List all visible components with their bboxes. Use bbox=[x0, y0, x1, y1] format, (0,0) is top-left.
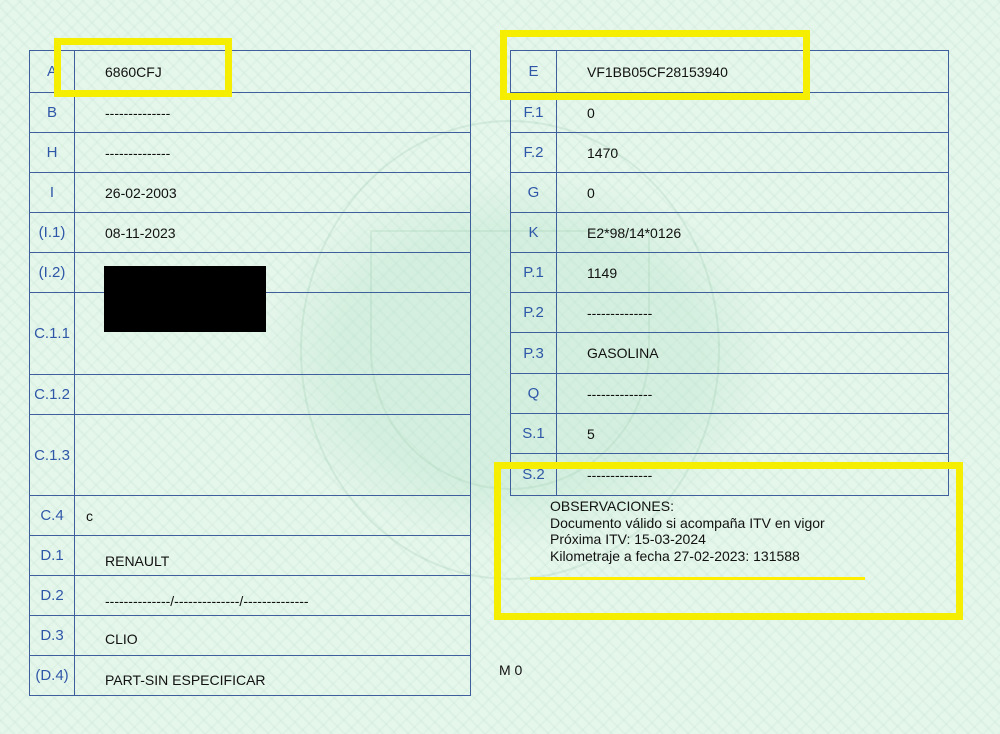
field-code: I bbox=[30, 173, 75, 212]
field-code: B bbox=[30, 93, 75, 132]
field-value: CLIO bbox=[105, 630, 138, 647]
field-code: P.1 bbox=[511, 253, 557, 292]
field-code: D.1 bbox=[30, 536, 75, 575]
table-row bbox=[30, 575, 470, 615]
field-code: A bbox=[30, 51, 75, 92]
table-row bbox=[511, 172, 948, 212]
field-value: VF1BB05CF28153940 bbox=[587, 63, 728, 80]
table-row bbox=[30, 414, 470, 495]
field-value: 26-02-2003 bbox=[105, 184, 177, 201]
field-code: (I.1) bbox=[30, 213, 75, 252]
field-value: c bbox=[86, 507, 93, 524]
field-value: -------------- bbox=[587, 304, 653, 321]
highlight-box-plate bbox=[54, 38, 232, 97]
table-row bbox=[30, 535, 470, 575]
table-row bbox=[30, 212, 470, 252]
observations-line: Kilometraje a fecha 27-02-2023: 131588 bbox=[550, 547, 800, 564]
redaction-box bbox=[104, 266, 266, 332]
field-code: C.1.3 bbox=[30, 415, 75, 495]
field-value: 5 bbox=[587, 425, 595, 442]
field-code: D.3 bbox=[30, 616, 75, 655]
field-value: 08-11-2023 bbox=[105, 224, 176, 241]
field-code: C.1.1 bbox=[30, 293, 75, 374]
field-value: E2*98/14*0126 bbox=[587, 224, 682, 241]
right-table bbox=[510, 50, 949, 496]
table-row bbox=[511, 132, 948, 172]
table-row bbox=[30, 172, 470, 212]
field-code: H bbox=[30, 133, 75, 172]
field-code: E bbox=[511, 51, 557, 92]
observations-line: Documento válido si acompaña ITV en vigor bbox=[550, 514, 825, 531]
table-row bbox=[30, 92, 470, 132]
field-code: S.2 bbox=[511, 454, 557, 495]
field-code: G bbox=[511, 173, 557, 212]
field-code: P.3 bbox=[511, 333, 557, 373]
table-row bbox=[511, 212, 948, 252]
table-row bbox=[30, 132, 470, 172]
field-code: D.2 bbox=[30, 576, 75, 615]
table-row bbox=[511, 413, 948, 453]
table-row bbox=[511, 332, 948, 373]
field-value: 0 bbox=[587, 104, 595, 121]
field-value: RENAULT bbox=[105, 552, 170, 569]
table-row bbox=[30, 374, 470, 414]
table-row bbox=[511, 373, 948, 413]
footer-code: M 0 bbox=[499, 662, 523, 678]
highlight-box-vin bbox=[500, 30, 810, 100]
table-row bbox=[511, 252, 948, 292]
table-row bbox=[30, 655, 470, 695]
field-value: -------------- bbox=[105, 104, 171, 121]
field-value: -------------- bbox=[105, 144, 171, 161]
field-code: F.2 bbox=[511, 133, 557, 172]
field-code: (I.2) bbox=[30, 253, 75, 292]
table-row bbox=[30, 615, 470, 655]
field-value: GASOLINA bbox=[587, 345, 659, 361]
highlight-box-observations bbox=[494, 462, 963, 620]
field-value: PART-SIN ESPECIFICAR bbox=[105, 671, 266, 688]
table-row bbox=[511, 292, 948, 332]
field-code: C.4 bbox=[30, 496, 75, 535]
observations-line: Próxima ITV: 15-03-2024 bbox=[550, 531, 706, 547]
observations-title: OBSERVACIONES: bbox=[550, 498, 674, 514]
field-code: S.1 bbox=[511, 414, 557, 453]
left-table bbox=[29, 50, 471, 696]
field-code: K bbox=[511, 213, 557, 252]
field-value: -------------- bbox=[587, 466, 653, 483]
field-value: 0 bbox=[587, 184, 595, 201]
field-code: (D.4) bbox=[30, 656, 75, 695]
field-code: P.2 bbox=[511, 293, 557, 332]
field-value: 1470 bbox=[587, 144, 619, 161]
field-value: 6860CFJ bbox=[105, 63, 162, 80]
table-row bbox=[30, 495, 470, 535]
field-code: F.1 bbox=[511, 93, 557, 132]
field-code: Q bbox=[511, 374, 557, 413]
field-value: -------------- bbox=[587, 385, 653, 402]
field-value: 1149 bbox=[587, 264, 618, 281]
field-value: --------------/--------------/-------------- bbox=[105, 592, 309, 609]
field-code: C.1.2 bbox=[30, 375, 75, 414]
